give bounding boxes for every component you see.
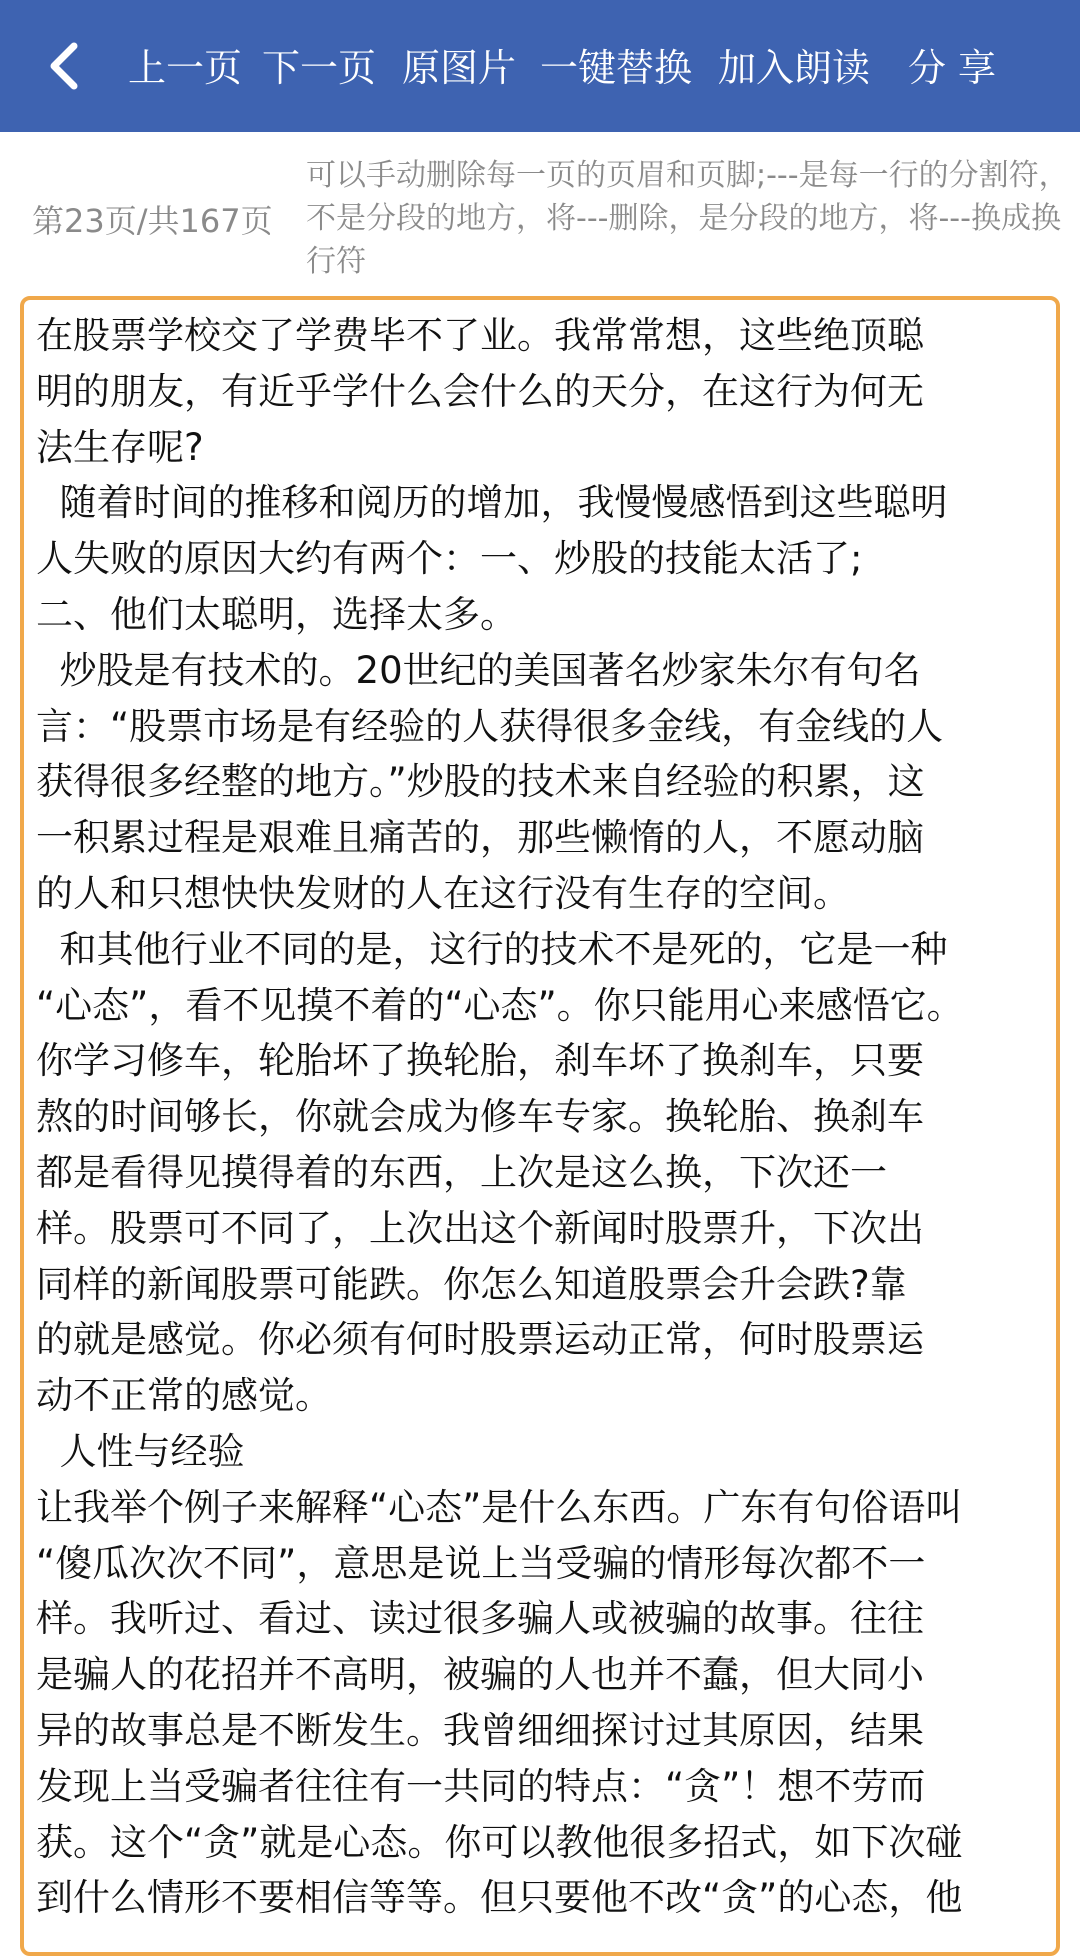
add-to-read-aloud-button[interactable]: 加入朗读 xyxy=(718,46,871,90)
text-line: 在股票学校交了学费毕不了业。我常常想，这些绝顶聪 xyxy=(36,314,924,357)
text-line: 样。我听过、看过、读过很多骗人或被骗的故事。往往 xyxy=(36,1597,924,1641)
text-line: 到什么情形不要相信等等。但只要他不改“贪”的心态，他 xyxy=(36,1876,963,1920)
prev-page-button[interactable]: 上一页 xyxy=(128,46,243,90)
text-line: 和其他行业不同的是，这行的技术不是死的，它是一种 xyxy=(36,927,948,971)
text-line: 是骗人的花招并不高明，被骗的人也并不蠢，但大同小 xyxy=(36,1653,924,1697)
next-page-button[interactable]: 下一页 xyxy=(262,46,377,90)
text-line: 你学习修车，轮胎坏了换轮胎，刹车坏了换刹车，只要 xyxy=(36,1039,924,1083)
text-editor[interactable] xyxy=(20,296,1060,1956)
editing-tip: 可以手动删除每一页的页眉和页脚;---是每一行的分割符，不是分段的地方，将---删除，是分段的地方，将---换成换行符 xyxy=(306,158,1069,279)
top-toolbar xyxy=(0,0,1080,132)
text-line: 人性与经验 xyxy=(36,1429,245,1473)
page-indicator: 第23页/共167页 xyxy=(32,202,273,240)
text-line: 的就是感觉。你必须有何时股票运动正常，何时股票运 xyxy=(36,1318,924,1362)
text-line: 动不正常的感觉。 xyxy=(36,1374,332,1418)
info-bar xyxy=(0,132,1080,292)
one-click-replace-button[interactable]: 一键替换 xyxy=(540,46,693,90)
text-line: 熬的时间够长，你就会成为修车专家。换轮胎、换刹车 xyxy=(36,1095,924,1139)
text-line: 随着时间的推移和阅历的增加，我慢慢感悟到这些聪明 xyxy=(36,481,948,525)
text-line: 获。这个“贪”就是心态。你可以教他很多招式，如下次碰 xyxy=(36,1820,963,1864)
text-line: 让我举个例子来解释“心态”是什么东西。广东有句俗语叫 xyxy=(36,1485,963,1529)
text-line: 异的故事总是不断发生。我曾细细探讨过其原因，结果 xyxy=(36,1708,924,1752)
text-line: “心态”，看不见摸不着的“心态”。你只能用心来感悟它。 xyxy=(36,983,964,1027)
editor-content[interactable] xyxy=(36,308,1048,1926)
text-line: 获得很多经整的地方。”炒股的技术来自经验的积累，这 xyxy=(36,760,925,804)
text-line: 的人和只想快快发财的人在这行没有生存的空间。 xyxy=(36,871,850,915)
text-line: 样。股票可不同了，上次出这个新闻时股票升，下次出 xyxy=(36,1206,924,1250)
text-line: 同样的新闻股票可能跌。你怎么知道股票会升会跌?靠 xyxy=(36,1262,907,1306)
text-line: 言：“股票市场是有经验的人获得很多金线，有金线的人 xyxy=(36,704,944,748)
text-line: “傻瓜次次不同”，意思是说上当受骗的情形每次都不一 xyxy=(36,1541,926,1585)
chevron-left-icon xyxy=(36,36,96,96)
text-line: 炒股是有技术的。20世纪的美国著名炒家朱尔有句名 xyxy=(36,648,921,692)
original-image-button[interactable]: 原图片 xyxy=(402,46,517,90)
text-line: 一积累过程是艰难且痛苦的，那些懒惰的人，不愿动脑 xyxy=(36,816,924,860)
text-line: 人失败的原因大约有两个：一、炒股的技能太活了; xyxy=(36,537,863,581)
text-line: 法生存呢? xyxy=(36,425,204,469)
share-button[interactable]: 分享 xyxy=(908,46,1009,90)
text-line: 明的朋友，有近乎学什么会什么的天分，在这行为何无 xyxy=(36,369,924,413)
back-button[interactable] xyxy=(36,36,96,96)
text-line: 都是看得见摸得着的东西，上次是这么换，下次还一 xyxy=(36,1150,887,1194)
text-line: 二、他们太聪明，选择太多。 xyxy=(36,592,517,636)
text-line: 发现上当受骗者往往有一共同的特点：“贪”！想不劳而 xyxy=(36,1764,926,1808)
